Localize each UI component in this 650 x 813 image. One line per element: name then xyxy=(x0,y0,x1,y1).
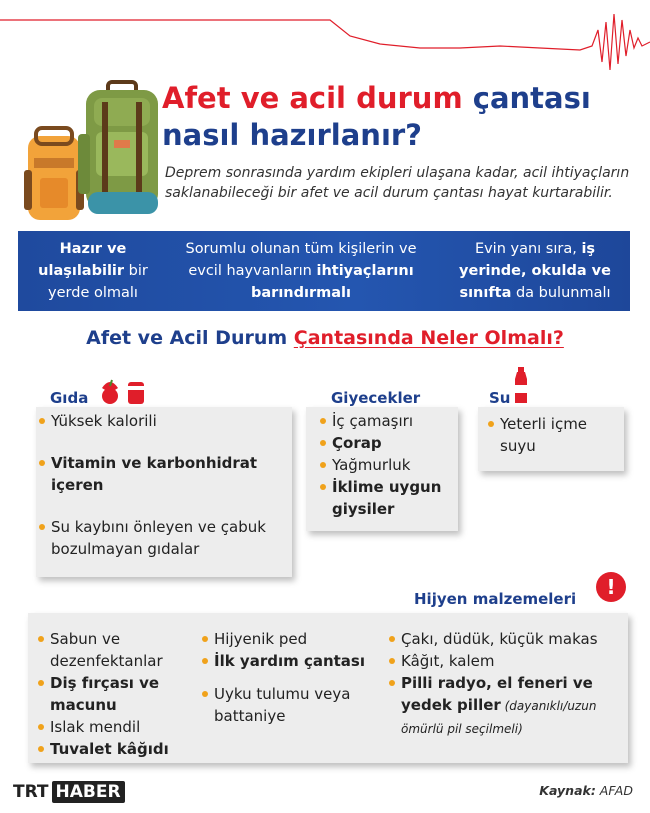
alert-icon: ! xyxy=(596,572,626,602)
category-title-hijyen: Hijyen malzemeleri xyxy=(414,590,577,608)
section-title xyxy=(0,327,650,349)
banner-col1-rest: bir yerde olmalı xyxy=(48,263,148,301)
list-item: Uyku tulumu veya battaniye xyxy=(202,683,384,727)
banner-col-1 xyxy=(24,238,162,304)
hijyen-col-2 xyxy=(202,628,384,727)
list-item: Su kaybını önleyen ve çabuk bozulmayan gıdalar xyxy=(39,516,282,560)
source-value: AFAD xyxy=(595,783,633,798)
water-bottle-icon xyxy=(513,367,529,405)
category-title-gida: Gıda xyxy=(50,389,89,407)
logo-trt: TRT xyxy=(13,781,49,802)
card-gida xyxy=(36,407,292,577)
list-item: İlk yardım çantası xyxy=(202,650,384,672)
list-item-note: (dayanıklı/uzun ömürlü pil seçilmeli) xyxy=(401,699,597,736)
intro-text: Deprem sonrasında yardım ekipleri ulaşana kadar, acil ihtiyaçların saklanabileceği bir afet ve acil durum çantası hayat kurtarabilir. xyxy=(165,165,630,201)
list-item: Kâğıt, kalem xyxy=(389,650,614,672)
title-red-part: Afet ve acil durum xyxy=(162,81,463,115)
key-points-banner xyxy=(18,231,630,311)
banner-col3-bold: iş yerinde, okulda ve sınıfta xyxy=(459,241,611,301)
banner-col3-pre: Evin yanı sıra, xyxy=(474,241,582,257)
food-icon xyxy=(96,374,152,406)
section-title-blue: Afet ve Acil Durum xyxy=(86,327,294,349)
section-title-red: Çantasında Neler Olmalı? xyxy=(293,327,564,349)
category-title-giyecekler: Giyecekler xyxy=(331,389,421,407)
list-item: Tuvalet kâğıdı xyxy=(38,738,203,760)
logo-haber: HABER xyxy=(52,781,125,803)
list-item xyxy=(389,672,614,740)
list-item: Islak mendil xyxy=(38,716,203,738)
backpacks-illustration xyxy=(14,74,162,226)
list-item: Vitamin ve karbonhidrat içeren xyxy=(39,452,282,496)
banner-col1-bold: Hazır ve ulaşılabilir xyxy=(38,241,127,279)
list-item: Çorap xyxy=(320,432,452,454)
trt-haber-logo xyxy=(13,779,125,804)
list-item: İklime uygun giysiler xyxy=(320,476,452,520)
card-giyecekler xyxy=(306,407,458,531)
list-item: Yeterli içme suyu xyxy=(488,413,598,457)
source-credit xyxy=(539,783,633,798)
list-item: İç çamaşırı xyxy=(320,410,452,432)
list-item: Yağmurluk xyxy=(320,454,452,476)
title-line2: nasıl hazırlanır? xyxy=(162,118,423,152)
list-item: Hijyenik ped xyxy=(202,628,384,650)
list-item: Sabun ve dezenfektanlar xyxy=(38,628,203,672)
title-blue-part: çantası xyxy=(462,81,591,115)
list-item: Yüksek kalorili xyxy=(39,410,282,432)
hijyen-col-3 xyxy=(389,628,614,740)
category-title-su: Su xyxy=(489,389,511,407)
banner-col-2 xyxy=(172,238,430,304)
banner-col2-bold: ihtiyaçlarını barındırmalı xyxy=(251,263,414,301)
banner-col2-pre: Sorumlu olunan tüm kişilerin ve evcil hayvanların xyxy=(185,241,417,279)
list-item-text: Pilli radyo, el feneri ve yedek piller xyxy=(401,674,593,714)
list-item: Diş fırçası ve macunu xyxy=(38,672,203,716)
list-item: Çakı, düdük, küçük makas xyxy=(389,628,614,650)
page-title xyxy=(162,80,642,154)
banner-col-3 xyxy=(440,238,630,304)
source-label: Kaynak: xyxy=(539,783,596,798)
card-hijyen xyxy=(28,613,628,763)
hijyen-col-1 xyxy=(38,628,203,760)
banner-col3-rest: da bulunmalı xyxy=(511,285,611,301)
seismograph-line xyxy=(0,0,650,80)
card-su xyxy=(478,407,624,471)
